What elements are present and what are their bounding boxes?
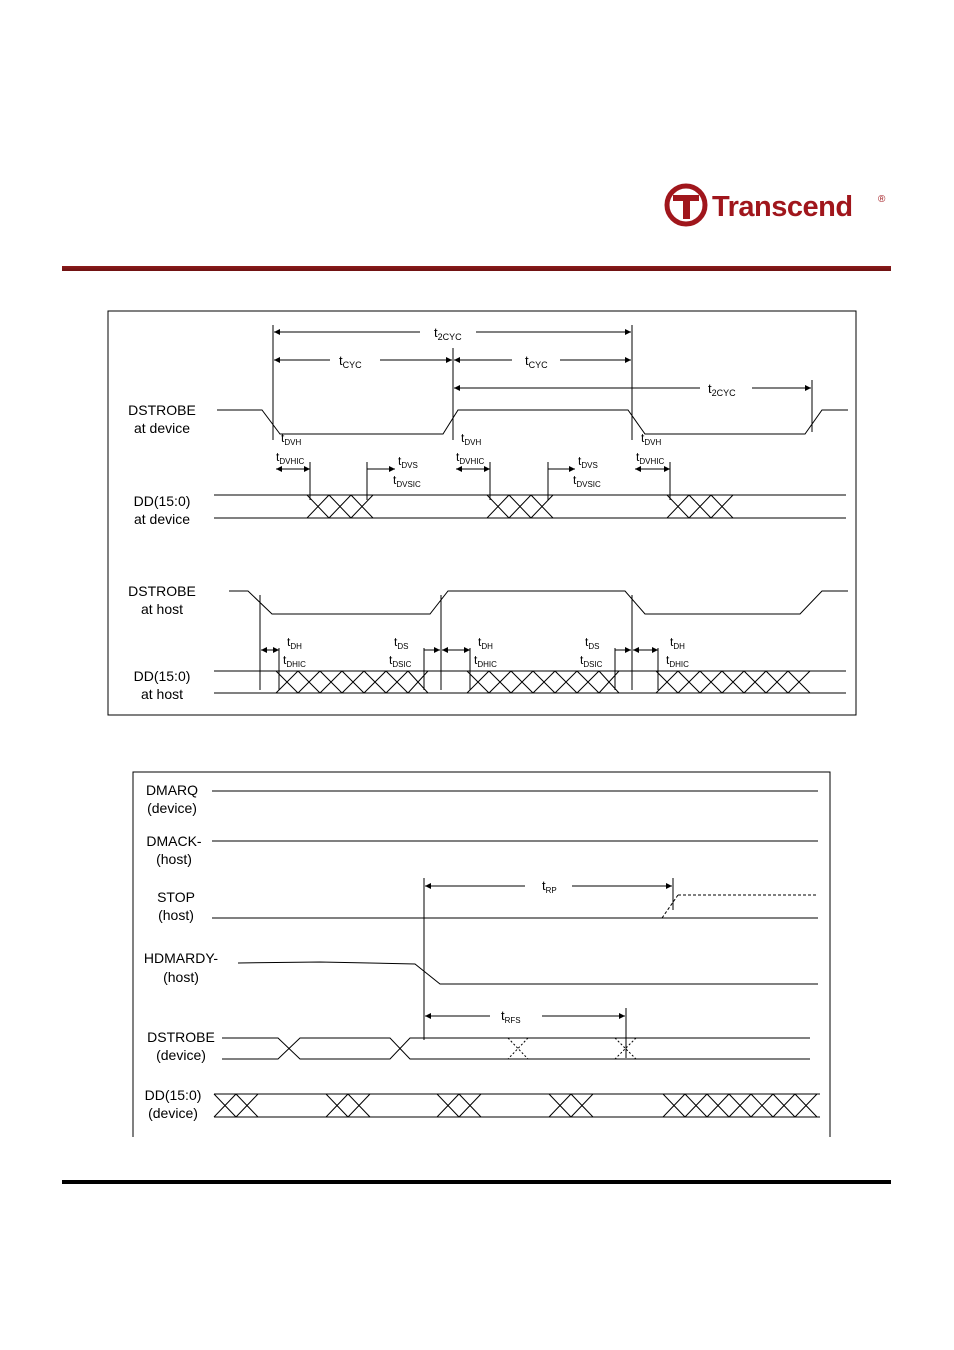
svg-text:tDSIC: $t_{DSIC}$ xyxy=(389,653,412,669)
brand-name: Transcend xyxy=(712,191,853,223)
label-dd-host-1: DD(15:0) xyxy=(133,668,191,684)
label-dd-2: (device) xyxy=(148,1105,198,1121)
waveform-dd-device xyxy=(214,495,846,518)
label-tcyc-2: $t_{CYC}$ xyxy=(525,353,548,370)
label-t2cyc-2: $t_{2CYC}$ xyxy=(708,381,736,398)
figure1-ultradma-timing xyxy=(108,311,856,715)
svg-text:tDH: $t_{DH}$ xyxy=(478,635,493,651)
waveform-dstrobe-host xyxy=(229,591,848,614)
label-dd-host-2: at host xyxy=(140,686,184,702)
label-trfs: $t_{RFS}$ xyxy=(501,1008,521,1025)
svg-text:tDH: $t_{DH}$ xyxy=(287,635,302,651)
waveform-hdmardy xyxy=(238,962,818,984)
label-dd-device-2: at device xyxy=(133,511,191,527)
label-dstrobe-device-1: DSTROBE xyxy=(128,402,196,418)
footer-rule xyxy=(62,1180,891,1184)
svg-text:tDVS: $t_{DVS}$ xyxy=(398,454,418,470)
label-dstrobe-device-2: at device xyxy=(133,420,191,436)
registered-mark: ® xyxy=(878,194,886,205)
svg-text:tDVHIC: $t_{DVHIC}$ xyxy=(636,450,665,466)
figure2-pause-timing xyxy=(133,772,830,1137)
label-trp: $t_{RP}$ xyxy=(542,878,557,895)
waveform-dstrobe xyxy=(222,1038,810,1059)
svg-text:tDVH: $t_{DVH}$ xyxy=(641,431,662,447)
waveform-dd-host xyxy=(214,671,846,693)
svg-text:tDVHIC: $t_{DVHIC}$ xyxy=(456,450,485,466)
svg-text:tDS: $t_{DS}$ xyxy=(394,635,409,651)
waveform-dd xyxy=(214,1094,820,1117)
waveform-dstrobe-device xyxy=(217,410,848,434)
label-tcyc-1: $t_{CYC}$ xyxy=(339,353,362,370)
svg-text:tDVHIC: $t_{DVHIC}$ xyxy=(276,450,305,466)
svg-text:tDVH: $t_{DVH}$ xyxy=(281,431,302,447)
label-stop-1: STOP xyxy=(157,889,195,905)
svg-text:tDSIC: $t_{DSIC}$ xyxy=(580,653,603,669)
label-dmack-2: (host) xyxy=(156,851,192,867)
svg-text:tDH: $t_{DH}$ xyxy=(670,635,685,651)
svg-text:tDHIC: $t_{DHIC}$ xyxy=(283,653,306,669)
label-dmarq-2: (device) xyxy=(147,800,197,816)
svg-text:tDS: $t_{DS}$ xyxy=(585,635,600,651)
label-dmarq-1: DMARQ xyxy=(145,782,199,798)
label-hdmardy-2: (host) xyxy=(163,969,199,985)
figure2-frame xyxy=(133,772,830,1137)
svg-text:tDVS: $t_{DVS}$ xyxy=(578,454,598,470)
svg-text:tDHIC: $t_{DHIC}$ xyxy=(474,653,497,669)
label-t2cyc-1: $t_{2CYC}$ xyxy=(434,325,462,342)
label-dmack-1: DMACK- xyxy=(146,833,202,849)
svg-text:tDVSIC: $t_{DVSIC}$ xyxy=(573,473,601,489)
svg-text:tDVH: $t_{DVH}$ xyxy=(461,431,482,447)
figure1-frame xyxy=(108,311,856,715)
label-hdmardy-1: HDMARDY- xyxy=(143,950,219,966)
label-dd-1: DD(15:0) xyxy=(144,1087,202,1103)
svg-text:tDVSIC: $t_{DVSIC}$ xyxy=(393,473,421,489)
svg-text:tDHIC: $t_{DHIC}$ xyxy=(666,653,689,669)
label-dstrobe-host-1: DSTROBE xyxy=(128,583,196,599)
label-dstrobe-2: (device) xyxy=(156,1047,206,1063)
label-dd-device-1: DD(15:0) xyxy=(133,493,191,509)
label-dstrobe-host-2: at host xyxy=(140,601,184,617)
label-dstrobe-1: DSTROBE xyxy=(147,1029,215,1045)
label-stop-2: (host) xyxy=(158,907,194,923)
